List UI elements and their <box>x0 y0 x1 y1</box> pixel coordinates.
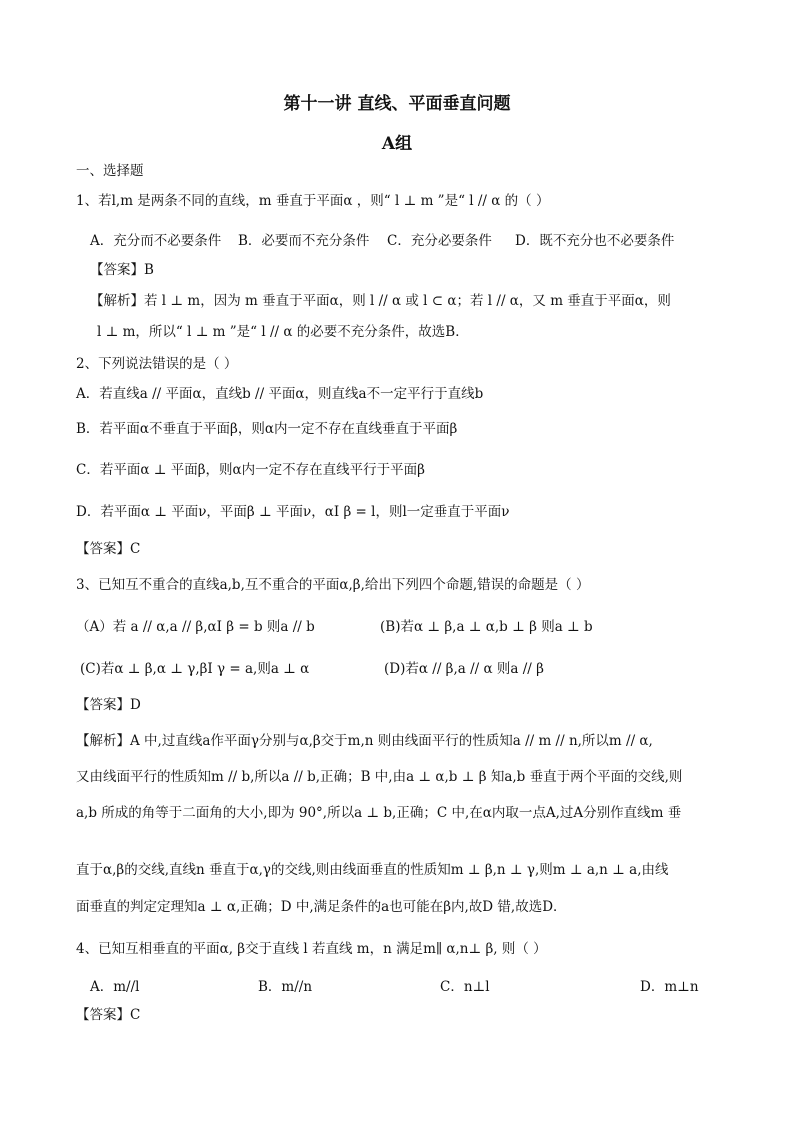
q2-option-a: A．若直线a // 平面α，直线b // 平面α，则直线a不一定平行于直线b <box>76 386 484 402</box>
q1-option-b: B．必要而不充分条件 <box>238 233 370 249</box>
q2-option-d: D．若平面α ⊥ 平面ν，平面β ⊥ 平面ν，αI β = l，则l一定垂直于平面ν <box>76 504 510 520</box>
q1-option-d: D．既不充分也不必要条件 <box>515 233 675 249</box>
q2-option-b: B．若平面α不垂直于平面β，则α内一定不存在直线垂直于平面β <box>76 421 458 437</box>
q3-analysis-line-1: 【解析】A 中,过直线a作平面γ分别与α,β交于m,n 则由线面平行的性质知a // m // n,所以m // α, <box>76 733 653 749</box>
q1-answer: 【答案】B <box>90 262 154 278</box>
q4-option-d: D．m⊥n <box>640 979 699 995</box>
q3-option-c: (C)若α ⊥ β,α ⊥ γ,βI γ = a,则a ⊥ α <box>80 661 310 677</box>
q3-option-b: (B)若α ⊥ β,a ⊥ α,b ⊥ β 则a ⊥ b <box>380 619 593 635</box>
q3-analysis-line-4: 直于α,β的交线,直线n 垂直于α,γ的交线,则由线面垂直的性质知m ⊥ β,n ⊥ γ,则m ⊥ a,n ⊥ a,由线 <box>76 862 669 878</box>
q3-answer: 【答案】D <box>76 697 141 713</box>
q1-stem: 1、若l,m 是两条不同的直线，m 垂直于平面α ，则“ l ⊥ m ”是“ l // α 的（ ） <box>76 193 550 209</box>
section-heading: 一、选择题 <box>76 163 144 179</box>
group-title: A组 <box>381 134 413 154</box>
q1-option-c: C．充分必要条件 <box>387 233 492 249</box>
q3-analysis-line-5: 面垂直的判定定理知a ⊥ α,正确；D 中,满足条件的a也可能在β内,故D 错,故选D． <box>76 899 567 915</box>
q4-stem: 4、已知互相垂直的平面α, β交于直线 l 若直线 m，n 满足m∥ α,n⊥ β, 则（ ） <box>76 941 547 957</box>
q3-analysis-line-2: 又由线面平行的性质知m // b,所以a // b,正确；B 中,由a ⊥ α,b ⊥ β 知a,b 垂直于两个平面的交线,则 <box>76 769 683 785</box>
page-title: 第十一讲 直线、平面垂直问题 <box>283 94 511 114</box>
q4-option-a: A．m//l <box>90 979 140 995</box>
q2-answer: 【答案】C <box>76 541 141 557</box>
q2-stem: 2、下列说法错误的是（ ） <box>76 356 238 372</box>
q3-stem: 3、已知互不重合的直线a,b,互不重合的平面α,β,给出下列四个命题,错误的命题是（ ） <box>76 577 590 593</box>
q2-option-c: C．若平面α ⊥ 平面β，则α内一定不存在直线平行于平面β <box>76 462 425 478</box>
q3-analysis-line-3: a,b 所成的角等于二面角的大小,即为 90°,所以a ⊥ b,正确；C 中,在α内取一点A,过A分别作直线m 垂 <box>76 805 682 821</box>
q1-analysis-line-2: l ⊥ m，所以“ l ⊥ m ”是“ l // α 的必要不充分条件，故选B． <box>97 324 469 340</box>
q1-option-a: A．充分而不必要条件 <box>90 233 222 249</box>
q4-option-c: C．n⊥l <box>440 979 490 995</box>
q1-analysis-line-1: 【解析】若 l ⊥ m，因为 m 垂直于平面α，则 l // α 或 l ⊂ α；若 l // α，又 m 垂直于平面α，则 <box>90 293 671 309</box>
q4-answer: 【答案】C <box>76 1007 141 1023</box>
q3-option-a: （A）若 a // α,a // β,αI β = b 则a // b <box>76 619 315 635</box>
q3-option-d: (D)若α // β,a // α 则a // β <box>384 661 544 677</box>
q4-option-b: B．m//n <box>258 979 313 995</box>
